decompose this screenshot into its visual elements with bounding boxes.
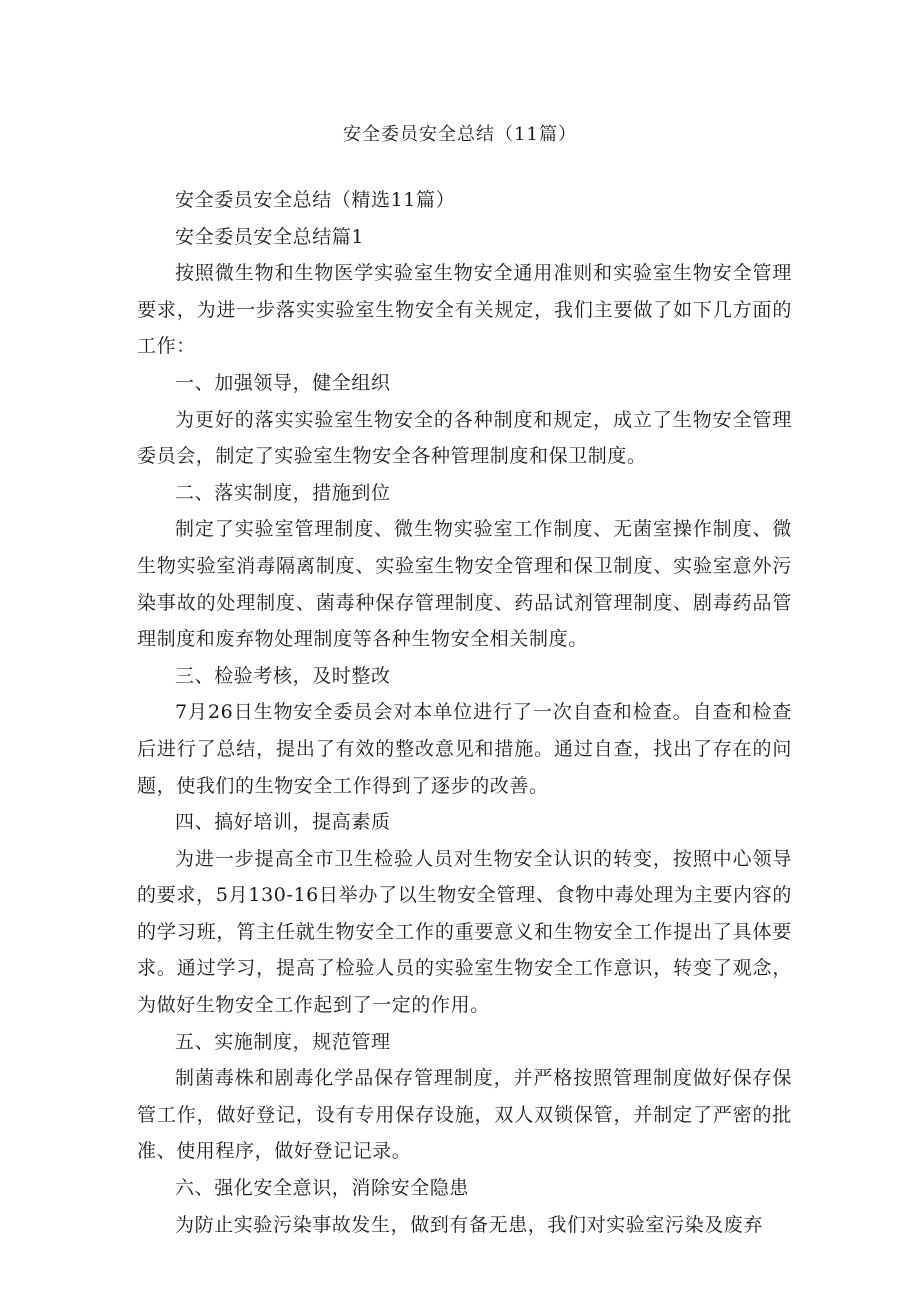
section-heading: 五、实施制度，规范管理 [175, 1030, 391, 1053]
subtitle-paragraph: 安全委员安全总结（精选11篇） [175, 189, 456, 211]
document-body [137, 182, 792, 1243]
section-heading: 六、强化安全意识，消除安全隐患 [175, 1177, 470, 1200]
body-paragraph: 制定了实验室管理制度、微生物实验室工作制度、无菌室操作制度、微生物实验室消毒隔离制度、实验室生物安全管理和保卫制度、实验室意外污染事故的处理制度、菌毒种保存管理制度、药品试剂管理制度、剧毒药品管理制度和废弃物处理制度等各种生物安全相关制度。 [137, 518, 792, 651]
section-heading: 安全委员安全总结篇1 [175, 225, 365, 248]
body-paragraph: 按照微生物和生物医学实验室生物安全通用准则和实验室生物安全管理要求，为进一步落实实验室生物安全有关规定，我们主要做了如下几方面的工作： [137, 262, 792, 358]
body-paragraph: 为进一步提高全市卫生检验人员对生物安全认识的转变，按照中心领导的要求，5月130-16日举办了以生物安全管理、食物中毒处理为主要内容的的学习班，筲主任就生物安全工作的重要意义和生物安全工作提出了具体要求。通过学习，提高了检验人员的实验室生物安全工作意识，转变了观念，为做好生物安全工作起到了一定的作用。 [137, 847, 792, 1017]
section-heading: 三、检验考核，及时整改 [175, 664, 391, 687]
section-heading: 二、落实制度，措施到位 [175, 481, 391, 504]
document-title: 安全委员安全总结（11篇） [343, 124, 577, 145]
body-paragraph: 制菌毒株和剧毒化学品保存管理制度，并严格按照管理制度做好保存保管工作，做好登记，设有专用保存设施，双人双锁保管，并制定了严密的批准、使用程序，做好登记记录。 [137, 1067, 792, 1163]
body-paragraph: 为防止实验污染事故发生，做到有备无患，我们对实验室污染及废弃 [175, 1213, 764, 1236]
body-paragraph: 7月26日生物安全委员会对本单位进行了一次自查和检查。自查和检查后进行了总结，提出了有效的整改意见和措施。通过自查，找出了存在的问题，使我们的生物安全工作得到了逐步的改善。 [137, 701, 792, 797]
section-heading: 四、搞好培训，提高素质 [175, 811, 391, 834]
section-heading: 一、加强领导，健全组织 [175, 371, 391, 394]
body-paragraph: 为更好的落实实验室生物安全的各种制度和规定，成立了生物安全管理委员会，制定了实验室生物安全各种管理制度和保卫制度。 [137, 408, 792, 468]
